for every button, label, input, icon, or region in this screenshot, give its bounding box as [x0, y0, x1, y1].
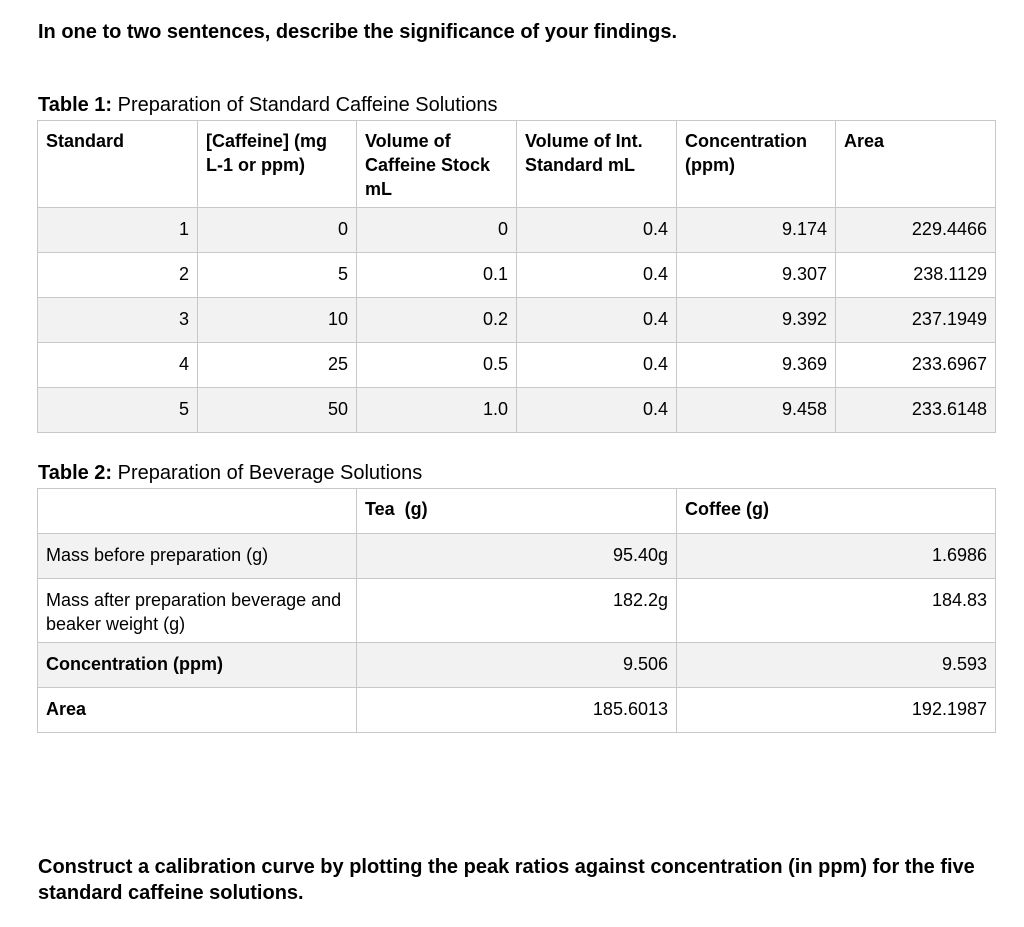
table-2-caption: [38, 461, 422, 485]
column-header: [38, 489, 357, 534]
column-header: Standard: [38, 121, 198, 208]
table-cell: 185.6013: [357, 688, 677, 733]
table-cell: 192.1987: [677, 688, 996, 733]
table-cell: 0.2: [357, 298, 517, 343]
table-cell: 0.4: [517, 253, 677, 298]
table-row: [38, 534, 996, 579]
table-cell: 0.4: [517, 343, 677, 388]
column-header: Coffee (g): [677, 489, 996, 534]
table-cell: 3: [38, 298, 198, 343]
table-header-row: [38, 121, 996, 208]
table-cell: 1.6986: [677, 534, 996, 579]
column-header: [Caffeine] (mg L-1 or ppm): [198, 121, 357, 208]
column-header: Volume of Caffeine Stock mL: [357, 121, 517, 208]
table-2-caption-text: Preparation of Beverage Solutions: [112, 462, 423, 484]
table-cell: 238.1129: [836, 253, 996, 298]
table-row: [38, 688, 996, 733]
table-cell: 95.40g: [357, 534, 677, 579]
table-cell: 0: [198, 208, 357, 253]
table-cell: 229.4466: [836, 208, 996, 253]
table-cell: 184.83: [677, 579, 996, 643]
table-cell: 9.458: [677, 388, 836, 433]
table-cell: 1.0: [357, 388, 517, 433]
column-header: Volume of Int. Standard mL: [517, 121, 677, 208]
table-cell: 5: [38, 388, 198, 433]
row-label: Mass before preparation (g): [38, 534, 357, 579]
table-cell: 0: [357, 208, 517, 253]
table-cell: 0.1: [357, 253, 517, 298]
table-cell: 182.2g: [357, 579, 677, 643]
table-1-caption-prefix: Table 1:: [38, 94, 113, 116]
table-cell: 237.1949: [836, 298, 996, 343]
table-row: [38, 298, 996, 343]
beverage-solutions-table: [37, 488, 996, 733]
table-cell: 233.6148: [836, 388, 996, 433]
table-2-caption-prefix: Table 2:: [38, 462, 113, 484]
standard-solutions-table: [37, 120, 996, 433]
column-header: Tea (g): [357, 489, 677, 534]
table-row: [38, 343, 996, 388]
table-row: [38, 388, 996, 433]
column-header: Concentration (ppm): [677, 121, 836, 208]
table-cell: 9.174: [677, 208, 836, 253]
table-cell: 0.4: [517, 388, 677, 433]
table-cell: 1: [38, 208, 198, 253]
table-cell: 50: [198, 388, 357, 433]
table-row: [38, 208, 996, 253]
table-cell: 9.369: [677, 343, 836, 388]
table-1-caption-text: Preparation of Standard Caffeine Solutions: [112, 94, 498, 116]
table-cell: 9.593: [677, 643, 996, 688]
table-cell: 4: [38, 343, 198, 388]
table-cell: 25: [198, 343, 357, 388]
row-label: Mass after preparation beverage and beaker weight (g): [38, 579, 357, 643]
table-cell: 10: [198, 298, 357, 343]
table-cell: 0.4: [517, 208, 677, 253]
table-row: [38, 579, 996, 643]
table-cell: 9.392: [677, 298, 836, 343]
question-calibration-curve: Construct a calibration curve by plotting the peak ratios against concentration (in ppm) for the five standard caffeine solutions.: [38, 856, 975, 904]
table-cell: 5: [198, 253, 357, 298]
table-cell: 9.506: [357, 643, 677, 688]
table-cell: 0.4: [517, 298, 677, 343]
table-1-caption: [38, 93, 498, 117]
column-header: Area: [836, 121, 996, 208]
row-label: Concentration (ppm): [38, 643, 357, 688]
table-cell: 0.5: [357, 343, 517, 388]
table-cell: 9.307: [677, 253, 836, 298]
table-header-row: [38, 489, 996, 534]
question-significance: In one to two sentences, describe the significance of your findings.: [38, 21, 677, 43]
table-cell: 233.6967: [836, 343, 996, 388]
table-cell: 2: [38, 253, 198, 298]
table-row: [38, 643, 996, 688]
row-label: Area: [38, 688, 357, 733]
table-row: [38, 253, 996, 298]
